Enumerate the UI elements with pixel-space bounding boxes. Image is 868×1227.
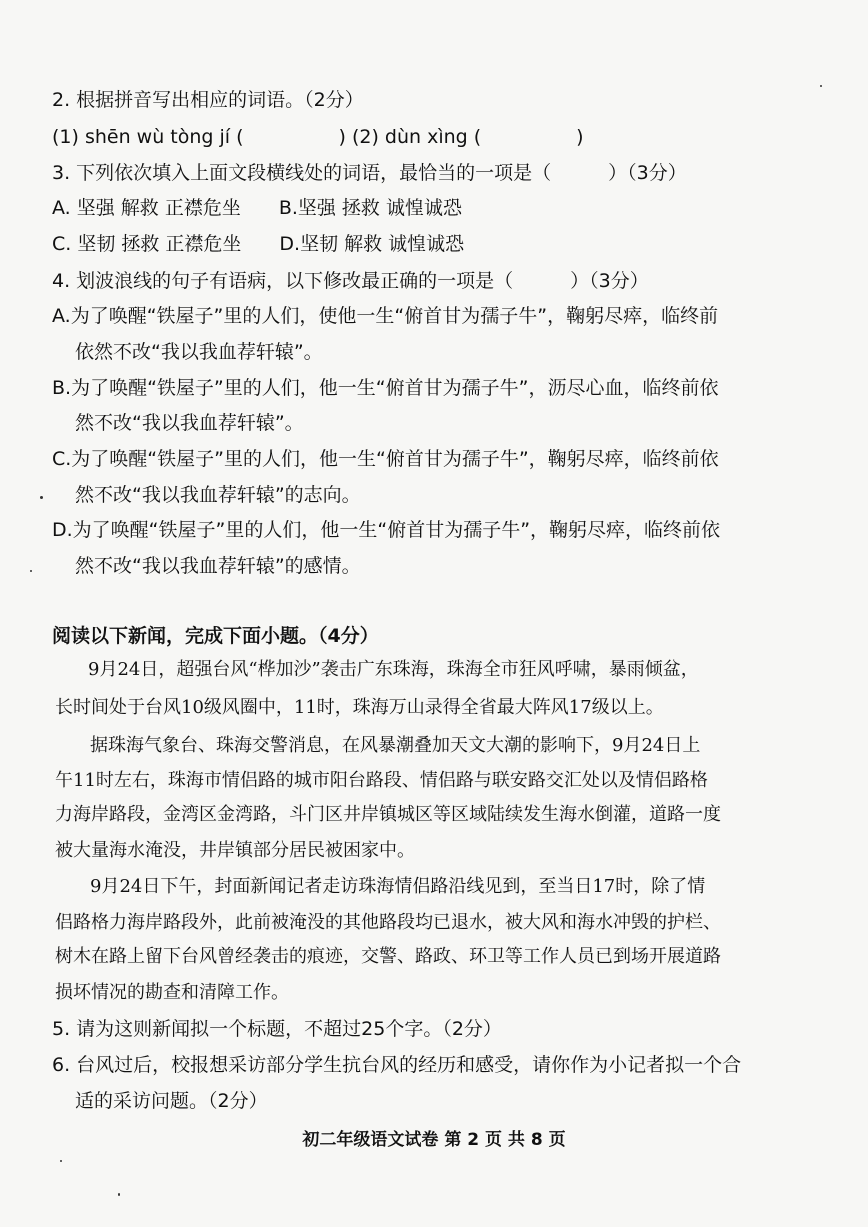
- question-4-option-c-line-1: C.为了唤醒“铁屋子”里的人们，他一生“俯首甘为孺子牛”，鞠躬尽瘁，临终前依: [52, 448, 719, 470]
- question-4-option-a-line-1: A.为了唤醒“铁屋子”里的人们，使他一生“俯首甘为孺子牛”，鞠躬尽瘁，临终前: [52, 305, 719, 327]
- question-4-option-b-line-2: 然不改“我以我血荐轩辕”。: [75, 412, 304, 434]
- scan-speck: [60, 1160, 62, 1162]
- question-4-option-d-line-2: 然不改“我以我血荐轩辕”的感情。: [75, 555, 361, 577]
- reading-heading: 阅读以下新闻，完成下面小题。（4分）: [52, 625, 379, 647]
- news-paragraph-3-line-1: 9月24日下午，封面新闻记者走访珠海情侣路沿线见到，至当日17时，除了情: [90, 876, 706, 897]
- news-paragraph-2-line-1: 据珠海气象台、珠海交警消息，在风暴潮叠加天文大潮的影响下，9月24日上: [90, 735, 701, 756]
- scan-speck: [820, 85, 822, 87]
- question-3-options-row-1: A. 坚强 解救 正襟危坐 B.坚强 拯救 诚惶诚恐: [52, 197, 462, 219]
- question-4-option-c-line-2: 然不改“我以我血荐轩辕”的志向。: [75, 484, 361, 506]
- news-paragraph-3-line-4: 损坏情况的勘查和清障工作。: [55, 982, 289, 1003]
- scan-speck: [118, 1193, 120, 1196]
- news-paragraph-2-line-3: 力海岸路段，金湾区金湾路，斗门区井岸镇城区等区域陆续发生海水倒灌，道路一度: [55, 804, 721, 825]
- news-paragraph-1-line-1: 9月24日，超强台风“桦加沙”袭击广东珠海，珠海全市狂风呼啸，暴雨倾盆，: [88, 659, 699, 680]
- question-3-title: 3. 下列依次填入上面文段横线处的词语，最恰当的一项是（ ）（3分）: [52, 162, 687, 184]
- question-4-title: 4. 划波浪线的句子有语病，以下修改最正确的一项是（ ）（3分）: [52, 270, 649, 292]
- news-paragraph-3-line-3: 树木在路上留下台风曾经袭击的痕迹，交警、路政、环卫等工作人员已到场开展道路: [55, 946, 721, 967]
- question-4-option-a-line-2: 依然不改“我以我血荐轩辕”。: [75, 341, 323, 363]
- scan-speck: [30, 570, 32, 572]
- news-paragraph-2-line-4: 被大量海水淹没，井岸镇部分居民被困家中。: [55, 840, 415, 861]
- scan-speck: [40, 496, 43, 499]
- question-3-options-row-2: C. 坚韧 拯救 正襟危坐 D.坚韧 解救 诚惶诚恐: [52, 233, 465, 255]
- news-paragraph-2-line-2: 午11时左右，珠海市情侣路的城市阳台路段、情侣路与联安路交汇处以及情侣路格: [55, 770, 708, 791]
- question-2-items: (1) shēn wù tòng jí ( ) (2) dùn xìng ( ): [52, 126, 584, 148]
- question-4-option-d-line-1: D.为了唤醒“铁屋子”里的人们，他一生“俯首甘为孺子牛”，鞠躬尽瘁，临终前依: [52, 519, 721, 541]
- question-2-title: 2. 根据拼音写出相应的词语。（2分）: [52, 89, 364, 111]
- question-6-line-2: 适的采访问题。（2分）: [75, 1090, 268, 1112]
- question-5: 5. 请为这则新闻拟一个标题，不超过25个字。（2分）: [52, 1018, 502, 1040]
- news-paragraph-3-line-2: 侣路格力海岸路段外，此前被淹没的其他路段均已退水，被大风和海水冲毁的护栏、: [55, 912, 721, 933]
- question-4-option-b-line-1: B.为了唤醒“铁屋子”里的人们，他一生“俯首甘为孺子牛”，沥尽心血，临终前依: [52, 377, 719, 399]
- news-paragraph-1-line-2: 长时间处于台风10级风圈中，11时，珠海万山录得全省最大阵风17级以上。: [55, 697, 664, 718]
- question-6-line-1: 6. 台风过后，校报想采访部分学生抗台风的经历和感受，请你作为小记者拟一个合: [52, 1054, 742, 1076]
- page-footer: 初二年级语文试卷 第 2 页 共 8 页: [302, 1130, 566, 1150]
